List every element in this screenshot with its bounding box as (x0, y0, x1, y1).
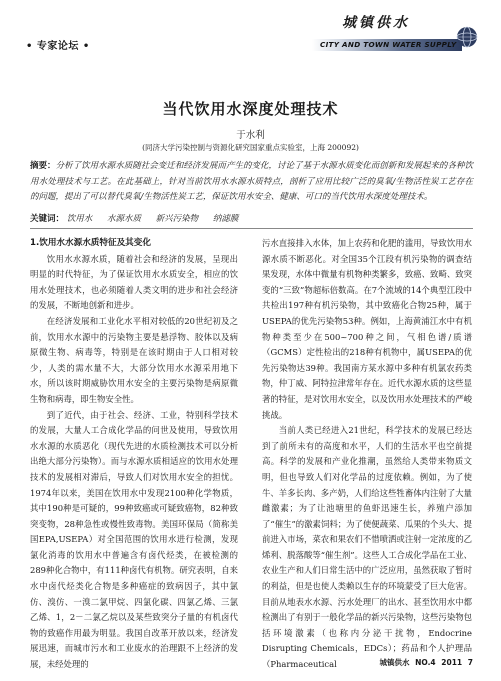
journal-logo (312, 10, 482, 58)
article-author: 于水利 (236, 130, 265, 141)
keyword: 纳滤膜 (212, 214, 239, 224)
page-number: 7 (467, 658, 473, 667)
footer-issue: NO.4 (415, 658, 436, 667)
section-heading: 1.饮用水水源水质特征及其变化 (30, 238, 151, 248)
article-title: 当代饮用水深度处理技术 (162, 100, 339, 118)
right-column (262, 236, 472, 673)
keywords (30, 212, 473, 224)
page-footer (376, 657, 473, 668)
footer-year: 2011 (441, 658, 463, 667)
abstract-label: 摘要： (30, 161, 56, 171)
paragraph: 饮用水水源水质，随着社会和经济的发展，呈现出明显的时代特征，为了保证饮用水水质安全，相应的饮用水处理技术，也必须随着人类文明的进步和社会经济的发展，不断地创新和进步。 (30, 253, 238, 311)
paragraph: 到了近代，由于社会、经济、工业，特别科学技术的发展，大量人工合成化学品的问世及使用，导致饮用水水源的水质恶化（现代先进的水质检测技术可以分析出绝大部分污染物）。而与水源水质相适应的饮用水处理技术的发展相对滞后，导致人们对饮用水安全的担忧。1974年以来，美国在饮用水中发现2100种化学物质，其中190种是可疑的，99种致癌或可疑致癌物，82种致突变物，28种急性或慢性致毒物。美国环保局（简称美国EPA,USEPA）对全国范围的饮用水进行检测，发现氯化消毒的饮用水中普遍含有卤代烃类，在被检测的289种化合物中，有111种卤代有机物。研究表明，自来水中卤代烃类化合物是多种癌症的致病因子，其中氯仿、溴仿、一溴二氯甲烷、四氯化碳、四氯乙烯、三氯乙烯、1，2－二氯乙烷以及某些致突分子量的有机卤代物的致癌作用最为明显。我国自改革开放以来，经济发展迅速，而城市污水和工业废水的治理跟不上经济的发展，未经处理的 (30, 409, 238, 670)
divider (30, 228, 473, 229)
paragraph: 污水直接排入水体，加上农药和化肥的滥用，导致饮用水源水质不断恶化。对全国35个江段有机污染物的调查结果发现，水体中微量有机物种类繁多，致癌、致畸、致突变的“三致”物超标倍数高。在7个流域的14个典型江段中共检出197种有机污染物，其中致癌化合物25种，属于USEPA的优先污染物53种。例如，上海黄浦江水中有机物种类至少在500~700种之间，气相色谱/质谱（GCMS）定性检出的218种有机物中，属USEPA的优先污染物达39种。我国南方某水源中多种有机氯农药类物，仲丁威、阿特拉津常年存在。近代水源水质的这些显著的特征，是对饮用水安全，以及饮用水处理技术的严峻挑战。 (262, 238, 472, 420)
keyword: 水源水质 (106, 214, 141, 224)
keywords-label: 关键词： (30, 214, 65, 224)
logo-english-name: CITY AND TOWN WATER SUPPLY (320, 40, 457, 49)
logo-chinese-name: 城镇供水 (342, 15, 410, 31)
keyword: 饮用水 (66, 214, 93, 224)
abstract (30, 159, 473, 206)
left-column (30, 236, 238, 673)
section-tag: • 专家论坛 • (26, 41, 90, 52)
abstract-text: 分析了饮用水源水质随社会变迁和经济发展而产生的变化，讨论了基于水源水质变化而创新和发展起来的各种饮用水处理技术与工艺。在此基础上，针对当前饮用水水源水质特点，剖析了应用比较广泛的臭氧/生物活性炭工艺存在的问题，提出了可以替代臭氧/生物活性炭工艺，保证饮用水安全、健康、可口的当代饮用水深度处理技术。 (30, 161, 473, 202)
paragraph: 在经济发展和工业化水平相对较低的20世纪初及之前，饮用水水源中的污染物主要是悬浮物、胶体以及病原微生物、病毒等，特别是在该时期由于人口相对较少，人类的需水量不大，大部分饮用水水源采用地下水，所以该时期威胁饮用水安全的主要污染物是病原微生物和病毒，即生物安全性。 (30, 315, 238, 404)
article-affiliation: (同济大学污染控制与资源化研究国家重点实验室，上海 200092) (142, 143, 359, 152)
keyword: 新兴污染物 (155, 214, 199, 224)
footer-journal: 城镇供水 (379, 658, 410, 667)
paragraph: 当前人类已经进入21世纪，科学技术的发展已经达到了前所未有的高度和水平，人们的生活水平也空前提高。科学的发展和产业化推潮，虽然给人类带来物质文明，但也导致人们对化学品的过度依赖。例如，为了使牛、羊多长肉、多产奶，人们给这些牲畜体内注射了大量雌激素；为了让池塘里的鱼虾迅速生长，养殖户添加了“催生”的激素饲料；为了使便蔬菜、瓜果的个头大、提前进入市场，菜农和果农们不惜喷洒或注射一定浓度的乙烯利、脱落酸等“催生剂”。这些人工合成化学品在工业、农业生产和人们日常生活中的广泛应用，虽然获取了暂时的利益，但是也使人类赖以生存的环境蒙受了巨大危害。目前从地表水水源、污水处理厂的出水、甚至饮用水中都检测出了有别于一般化学品的新兴污染物，这些污染物包括环境激素（也称内分泌干扰物，Endocrine Disrupting Chemicals，EDCs）；药品和个人护理品（Pharmaceutical (262, 425, 472, 670)
globe-icon (456, 26, 478, 48)
